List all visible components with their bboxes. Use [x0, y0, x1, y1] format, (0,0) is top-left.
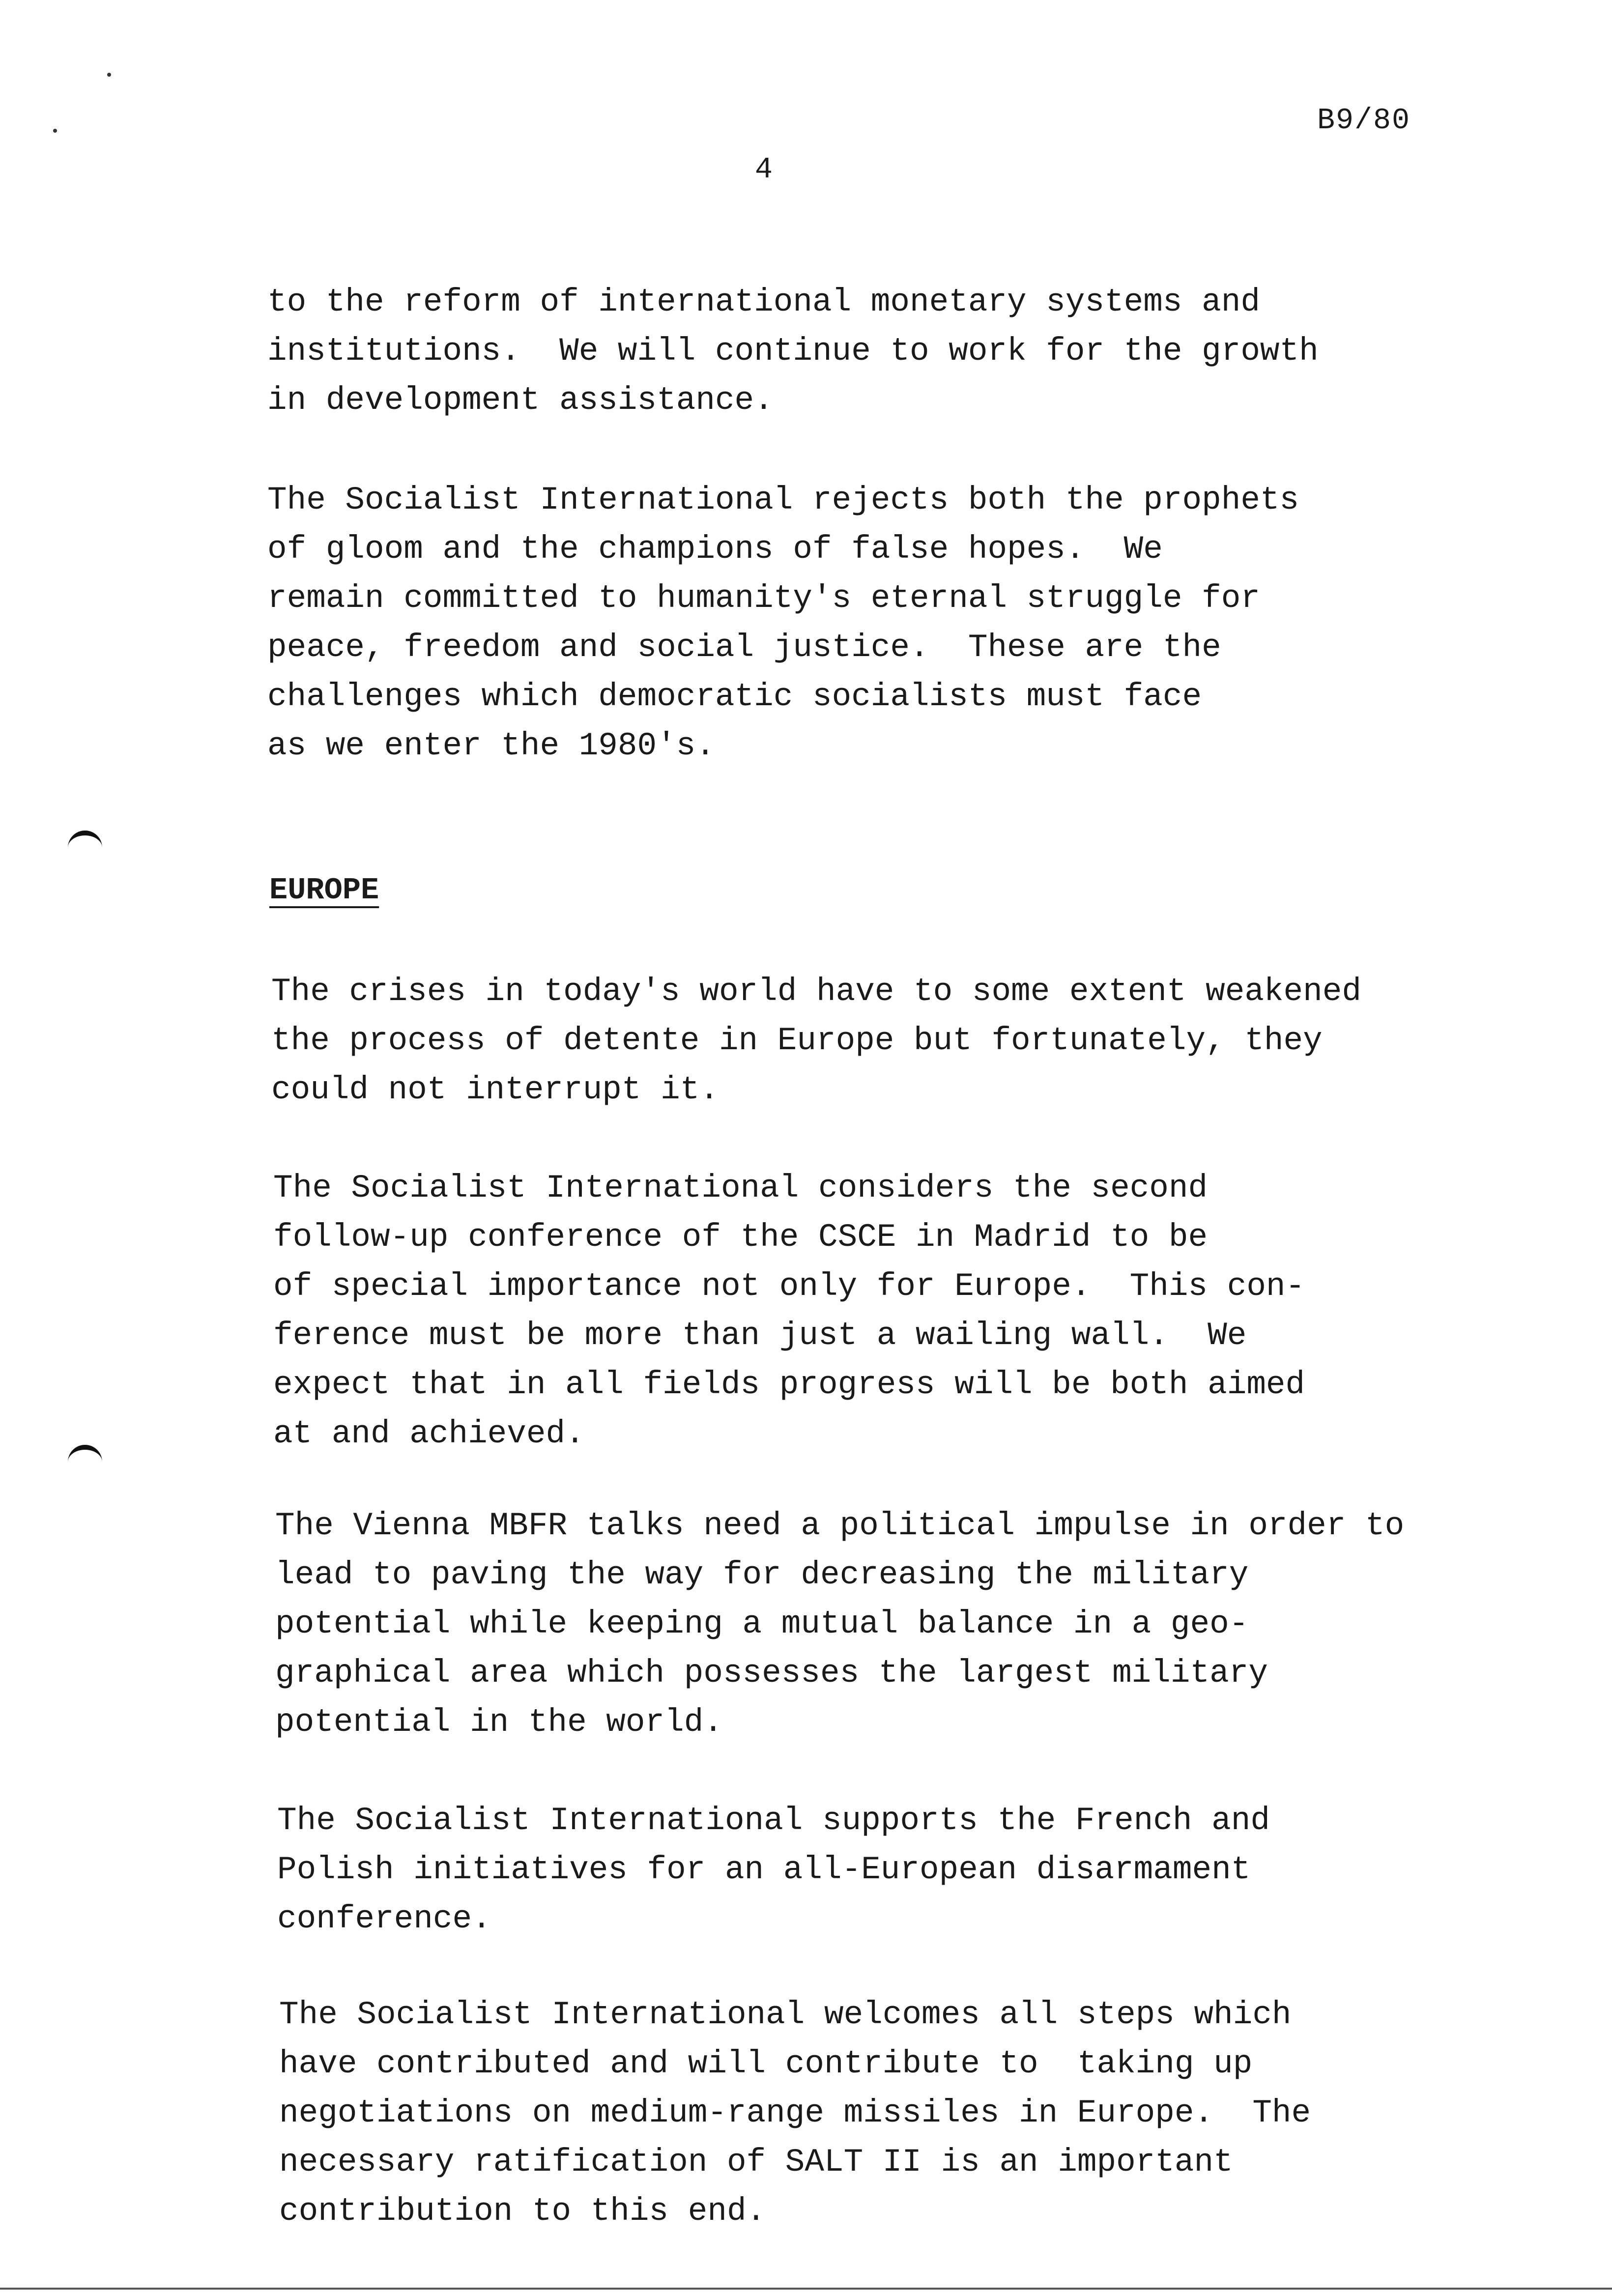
scan-speck [53, 129, 57, 133]
section-heading: EUROPE [269, 873, 379, 908]
paragraph: The crises in today's world have to some extent weakened the process of detente in Europe but fortunately, they could not interrupt it. [271, 973, 1361, 1108]
margin-mark [68, 831, 102, 853]
page-number: 4 [755, 153, 773, 187]
paragraph: The Socialist International rejects both the prophets of gloom and the champions of false hopes. We remain committed to humanity's eternal struggle for peace, freedom and social justice. These are the challenges which democratic socialists must face as we enter the 1980's. [267, 482, 1299, 764]
margin-mark [68, 1445, 102, 1467]
paragraph: The Socialist International welcomes all steps which have contributed and will contribute to taking up negotiations on medium-range missiles in Europe. The necessary ratification of SALT II is an important contribution to this end. [279, 1996, 1311, 2230]
paragraph: to the reform of international monetary systems and institutions. We will continue to work for the growth in development assistance. [267, 284, 1319, 419]
page-bottom-edge [0, 2288, 1612, 2290]
paragraph: The Socialist International considers the second follow-up conference of the CSCE in Madrid to be of special importance not only for Europe. This con- ference must be more than just a wailing wall. We expect that in all fields progress will be both aimed at and achieved. [273, 1170, 1305, 1452]
paragraph: The Vienna MBFR talks need a political impulse in order to lead to paving the way for decreasing the military potential while keeping a mutual balance in a geo- graphical area which possesses the largest military potential in the world. [275, 1507, 1405, 1741]
scan-speck [107, 73, 111, 77]
paragraph: The Socialist International supports the French and Polish initiatives for an all-European disarmament conference. [277, 1802, 1270, 1937]
document-reference: B9/80 [1317, 104, 1411, 138]
